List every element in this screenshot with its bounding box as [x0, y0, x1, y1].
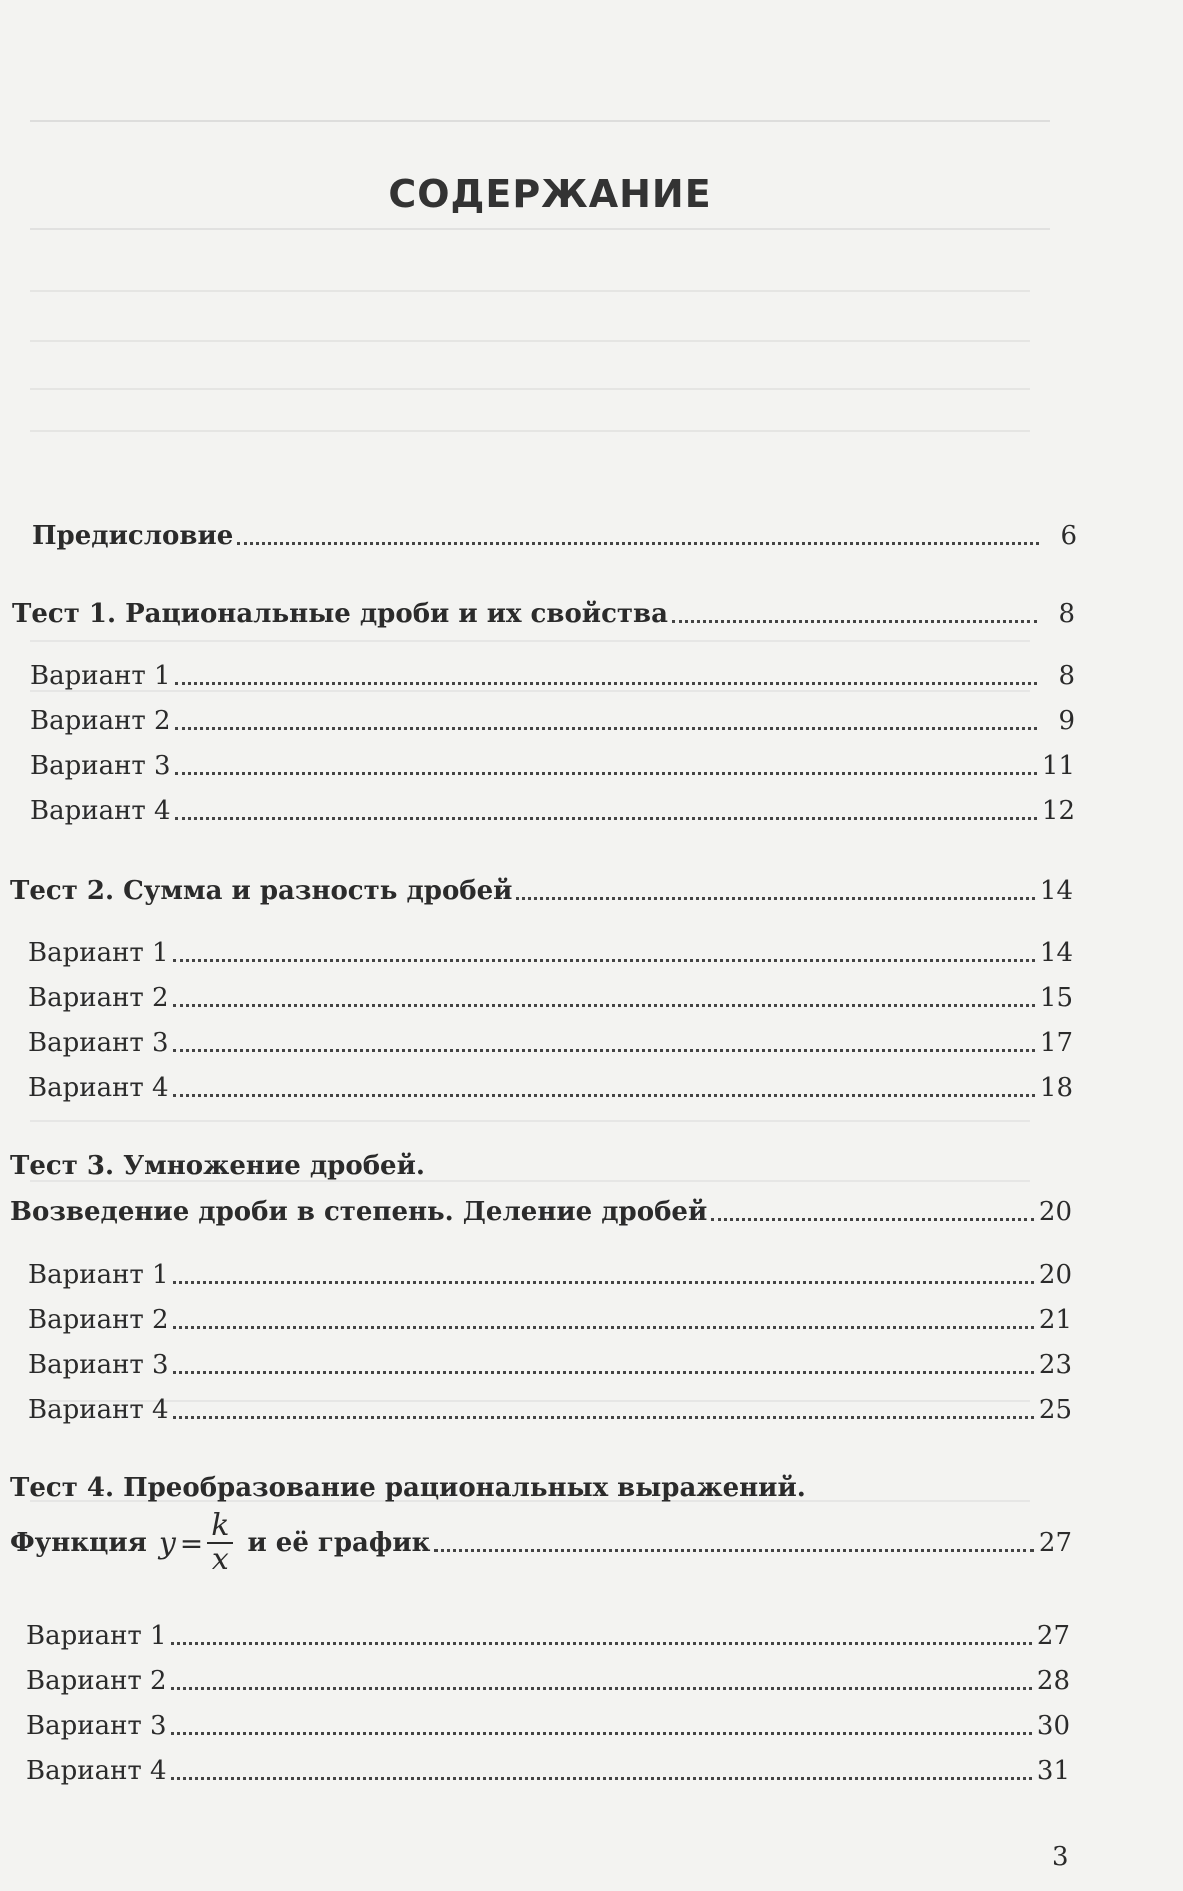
toc-page-number: 8 [1058, 661, 1075, 691]
leader-dots [516, 897, 1035, 900]
toc-entry-label: Вариант 2 [30, 706, 171, 736]
fraction [207, 1510, 233, 1576]
toc-entry [28, 982, 1073, 1014]
toc-page-number: 18 [1039, 1073, 1073, 1103]
leader-dots [175, 727, 1037, 730]
fraction-denominator: x [211, 1542, 229, 1577]
toc-entry-label: Вариант 3 [28, 1028, 169, 1058]
toc-page-number: 31 [1036, 1756, 1070, 1786]
leader-dots [434, 1549, 1034, 1552]
leader-dots [173, 1049, 1035, 1052]
toc-entry [28, 1394, 1072, 1426]
toc-entry-label: Вариант 1 [28, 938, 169, 968]
toc-entry-label: Вариант 1 [28, 1260, 169, 1290]
toc-entry [12, 598, 1075, 630]
toc-entry [28, 1027, 1073, 1059]
toc-page-number: 21 [1038, 1305, 1072, 1335]
toc-page-number: 27 [1038, 1528, 1072, 1558]
toc-page-number: 14 [1039, 876, 1073, 906]
toc-page-number: 15 [1039, 983, 1073, 1013]
toc-entry [30, 750, 1075, 782]
toc-entry [26, 1755, 1070, 1787]
toc-page-number: 25 [1038, 1395, 1072, 1425]
leader-dots [173, 1371, 1034, 1374]
leader-dots [171, 1642, 1032, 1645]
leader-dots [672, 620, 1037, 623]
toc-page-number: 9 [1058, 706, 1075, 736]
toc-page-number: 27 [1036, 1621, 1070, 1651]
leader-dots [173, 1416, 1034, 1419]
toc-page-number: 28 [1036, 1666, 1070, 1696]
toc-entry [26, 1665, 1070, 1697]
leader-dots [173, 1281, 1034, 1284]
toc-entry-label: Вариант 2 [28, 983, 169, 1013]
toc-page-number: 11 [1041, 751, 1075, 781]
toc-entry [28, 1349, 1072, 1381]
toc-entry-label: Тест 2. Сумма и разность дробей [10, 876, 513, 906]
toc-entry-formula [10, 1510, 1072, 1576]
toc-entry-label: Вариант 2 [26, 1666, 167, 1696]
toc-entry-label: Вариант 1 [26, 1621, 167, 1651]
toc-entry [26, 1620, 1070, 1652]
toc-entry [30, 660, 1075, 692]
toc-entry [28, 1072, 1073, 1104]
toc-page-number: 30 [1036, 1711, 1070, 1741]
toc-entry-label: Вариант 4 [26, 1756, 167, 1786]
toc-entry [28, 1259, 1072, 1291]
toc-entry-label: Функция [10, 1528, 147, 1558]
leader-dots [173, 959, 1035, 962]
toc-entry-label: Вариант 2 [28, 1305, 169, 1335]
formula-equals: = [179, 1526, 204, 1560]
toc-entry-label-suffix: и её график [247, 1528, 431, 1558]
leader-dots [175, 772, 1037, 775]
toc-page-number: 14 [1039, 938, 1073, 968]
formula-y: y [158, 1525, 176, 1561]
leader-dots [175, 682, 1037, 685]
fraction-numerator: k [207, 1510, 233, 1544]
toc-page-number: 6 [1060, 521, 1077, 551]
leader-dots [171, 1732, 1032, 1735]
toc-entry [26, 1710, 1070, 1742]
toc-entry-label: Вариант 3 [28, 1350, 169, 1380]
leader-dots [171, 1687, 1032, 1690]
page-title: СОДЕРЖАНИЕ [388, 172, 712, 216]
toc-entry-label: Вариант 4 [28, 1395, 169, 1425]
toc-entry [30, 795, 1075, 827]
leader-dots [237, 542, 1039, 545]
toc-entry-label: Вариант 3 [26, 1711, 167, 1741]
toc-entry [10, 875, 1073, 907]
leader-dots [173, 1094, 1035, 1097]
toc-entry [10, 1196, 1072, 1228]
toc-page-number: 8 [1058, 599, 1075, 629]
toc-entry [28, 937, 1073, 969]
leader-dots [711, 1218, 1034, 1221]
toc-entry-label: Предисловие [32, 521, 234, 551]
toc-entry [32, 520, 1077, 552]
toc-page-number: 17 [1039, 1028, 1073, 1058]
leader-dots [175, 817, 1037, 820]
toc-entry-label: Вариант 4 [30, 796, 171, 826]
toc-page-number: 20 [1038, 1260, 1072, 1290]
hyperbola-formula [159, 1510, 234, 1576]
leader-dots [171, 1777, 1032, 1780]
toc-entry-label: Вариант 3 [30, 751, 171, 781]
toc-entry [30, 705, 1075, 737]
toc-section-heading: Тест 4. Преобразование рациональных выражений. [10, 1473, 806, 1503]
toc-page-number: 23 [1038, 1350, 1072, 1380]
page-number-folio: 3 [1052, 1842, 1069, 1872]
toc-entry-label: Тест 1. Рациональные дроби и их свойства [12, 599, 668, 629]
leader-dots [173, 1326, 1034, 1329]
toc-entry-label: Возведение дроби в степень. Деление дробей [10, 1197, 708, 1227]
toc-section-heading: Тест 3. Умножение дробей. [10, 1151, 425, 1181]
leader-dots [173, 1004, 1035, 1007]
toc-page-number: 12 [1041, 796, 1075, 826]
toc-entry-label: Вариант 1 [30, 661, 171, 691]
toc-page-number: 20 [1038, 1197, 1072, 1227]
toc-entry-label: Вариант 4 [28, 1073, 169, 1103]
toc-entry [28, 1304, 1072, 1336]
